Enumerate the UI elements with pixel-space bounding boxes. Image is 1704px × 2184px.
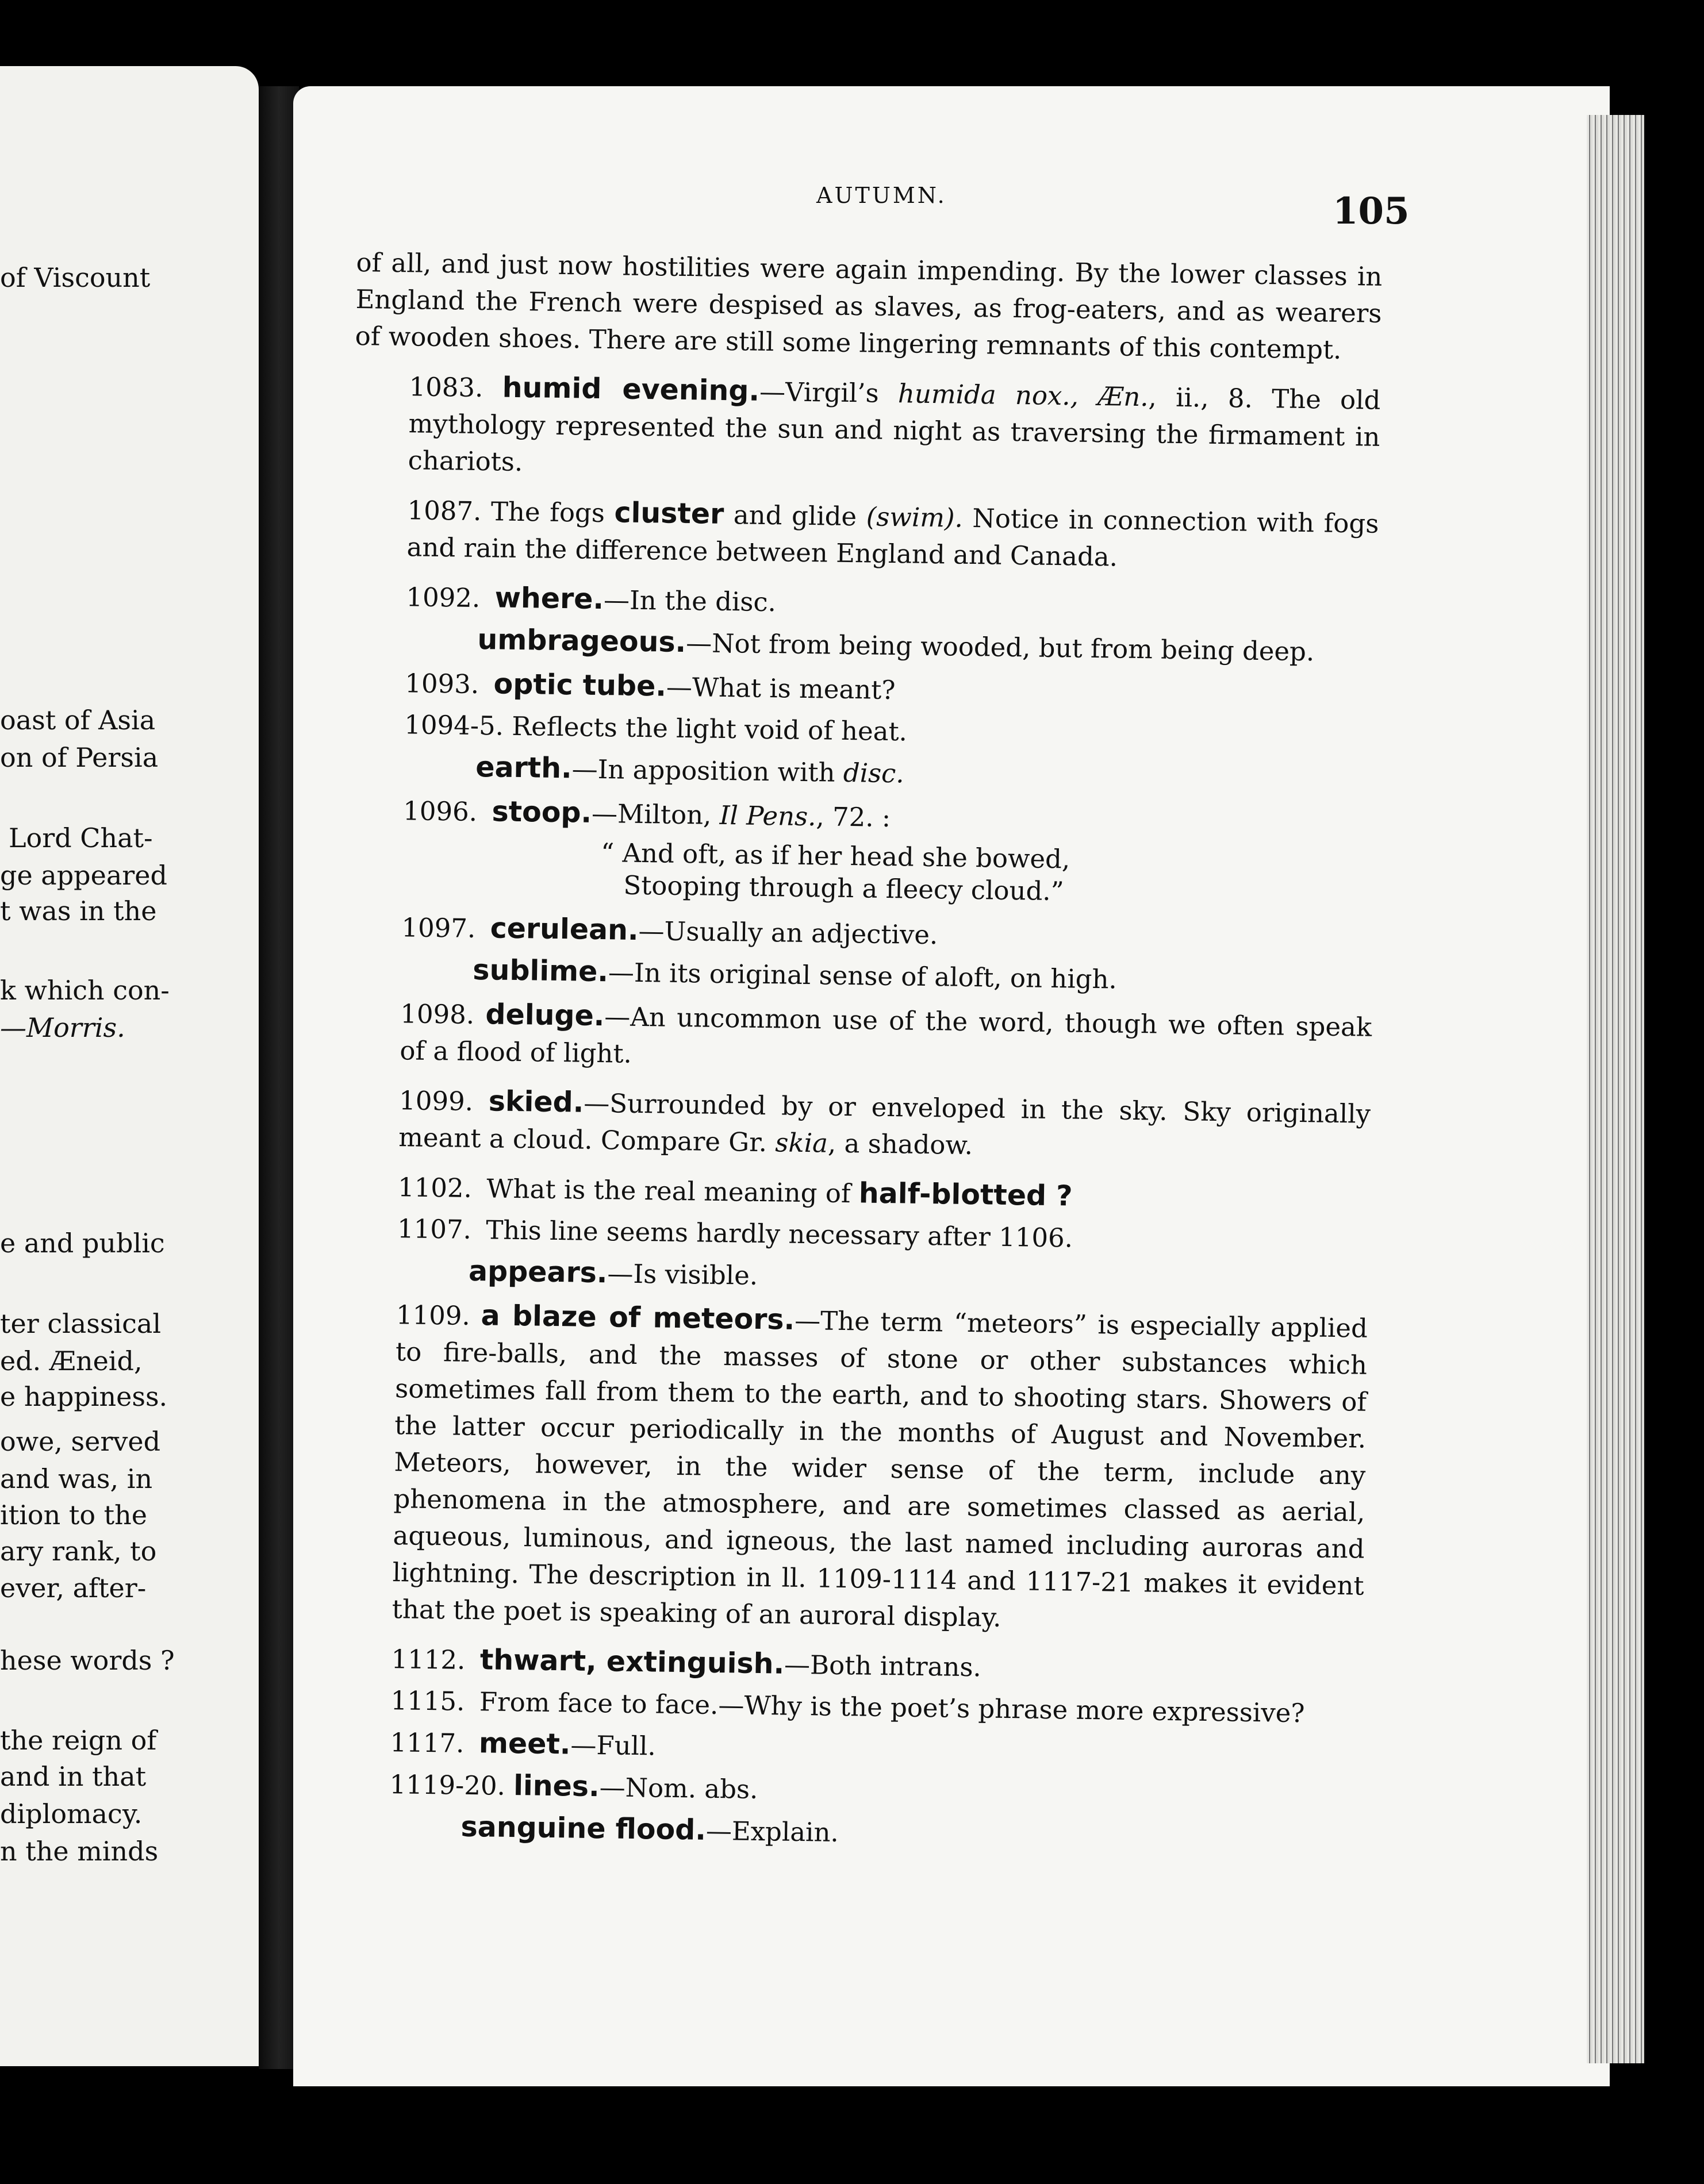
- left-line: t was in the: [0, 895, 157, 926]
- note-text: and glide: [723, 499, 867, 532]
- note-1094-sub: [349, 747, 1376, 799]
- note-1092-sub: [351, 620, 1377, 671]
- note-text: —The term “meteors” is especially applied to fire-balls, and the masses of stone or other substances which sometimes fall from them to the earth, and to shooting stars. Showers of the latter occur periodically in the months of August and November. Meteors, however, in the wider sense of the term, include any phenomena in the atmosphere, and are sometimes classed as aerial, aqueous, luminous, and igneous, the last named including auroras and lightning. The description in ll. 1109-1114 and 1117-21 makes it evident that the poet is speaking of an auroral display.: [392, 1305, 1368, 1633]
- citation: skia: [775, 1127, 828, 1159]
- note-1087: [352, 491, 1379, 579]
- keyword: sanguine flood.: [460, 1810, 707, 1847]
- left-line: n the minds: [0, 1836, 159, 1867]
- page-edges: [1587, 115, 1644, 2063]
- left-line: Lord Chat-: [9, 822, 153, 853]
- note-text: The fogs: [490, 496, 615, 529]
- note-text: —Both intrans.: [784, 1649, 982, 1683]
- line-number: 1119-20.: [389, 1769, 506, 1801]
- note-text: , 72. :: [816, 801, 891, 833]
- note-text: —What is meant?: [666, 671, 896, 706]
- keyword: stoop.: [492, 795, 592, 829]
- line-number: 1093.: [404, 668, 479, 700]
- note-text: —Nom. abs.: [599, 1772, 758, 1805]
- note-1097-sub: [346, 950, 1373, 1002]
- note-1098: [345, 994, 1372, 1083]
- note-text: , ii., 8. The old mythology represented the sun and night as traversing the firmament in chariots.: [408, 382, 1381, 478]
- line-number: 1098.: [400, 998, 475, 1030]
- keyword: skied.: [488, 1085, 584, 1119]
- note-text: —Is visible.: [607, 1258, 758, 1291]
- intro-paragraph: of all, and just now hostilities were again impending. By the lower classes in England the French were despised as slaves, as frog-eaters, and as wearers of wooden shoes. There are still some lingering remnants of this contempt.: [355, 247, 1383, 365]
- running-header: AUTUMN.: [816, 183, 947, 208]
- left-line: on of Persia: [0, 742, 159, 773]
- keyword: where.: [494, 581, 604, 616]
- page-number: 105: [1333, 190, 1410, 233]
- keyword: cluster: [614, 496, 724, 530]
- note-text: From face to face.—Why is the poet’s phrase more expressive?: [479, 1686, 1305, 1729]
- left-line: owe, served: [0, 1426, 161, 1457]
- note-text: What is the real meaning of: [486, 1173, 859, 1209]
- notes-body: [334, 244, 1383, 1866]
- citation: Il Pens.: [719, 799, 816, 832]
- keyword: umbrageous.: [477, 623, 686, 659]
- left-line: —Morris.: [0, 1012, 125, 1043]
- citation: (swim).: [866, 501, 964, 533]
- note-text: —Usually an adjective.: [638, 915, 938, 951]
- keyword: appears.: [468, 1254, 608, 1290]
- line-number: 1102.: [397, 1172, 473, 1203]
- keyword: sublime.: [472, 953, 609, 989]
- left-line: of Viscount: [0, 262, 151, 293]
- left-line: hese words ?: [0, 1645, 175, 1676]
- keyword: meet.: [478, 1727, 571, 1761]
- keyword: half-blotted ?: [858, 1176, 1073, 1213]
- note-text: —Surrounded by or enveloped in the sky. Sky originally meant a cloud. Compare Gr.: [398, 1087, 1371, 1158]
- line-number: 1107.: [397, 1213, 472, 1245]
- line-number: 1097.: [401, 912, 476, 944]
- keyword: optic tube.: [493, 667, 667, 703]
- left-line: ever, after-: [0, 1572, 147, 1604]
- note-text: —In the disc.: [603, 585, 777, 618]
- note-1107-sub: [342, 1251, 1369, 1303]
- left-line: oast of Asia: [0, 705, 156, 736]
- left-line: and was, in: [0, 1463, 153, 1494]
- left-line: e and public: [0, 1228, 165, 1259]
- line-number: 1099.: [398, 1085, 474, 1117]
- note-1109: [337, 1295, 1368, 1641]
- keyword: deluge.: [485, 998, 605, 1033]
- keyword: earth.: [475, 750, 573, 785]
- left-line: ed. Æneid,: [0, 1345, 143, 1376]
- quote-line: Stooping through a fleecy cloud.”: [623, 870, 1065, 907]
- left-line: the reign of: [0, 1725, 157, 1756]
- left-line: k which con-: [0, 975, 170, 1006]
- note-text: —Explain.: [705, 1815, 839, 1848]
- note-text: —An uncommon use of the word, though we often speak of a flood of light.: [400, 1001, 1372, 1069]
- note-text: , a shadow.: [827, 1128, 973, 1161]
- line-number: 1092.: [406, 582, 481, 614]
- left-line: ary rank, to: [0, 1536, 157, 1567]
- note-1083: [353, 367, 1381, 493]
- keyword: cerulean.: [490, 912, 639, 947]
- note-text: Notice in connection with fogs and rain the difference between England and Canada.: [406, 502, 1379, 572]
- keyword: humid evening.: [502, 371, 760, 407]
- quotation: [347, 833, 1374, 912]
- left-line: ter classical: [0, 1308, 162, 1339]
- note-1099: [344, 1081, 1371, 1170]
- line-number: 1109.: [396, 1299, 471, 1331]
- keyword: thwart, extinguish.: [479, 1643, 785, 1681]
- left-line: ition to the: [0, 1499, 147, 1531]
- line-number: 1087.: [407, 495, 482, 527]
- citation: humida nox., Æn.: [897, 378, 1149, 413]
- note-text: —In its original sense of aloft, on high.: [608, 957, 1118, 995]
- note-text: This line seems hardly necessary after 1106.: [486, 1214, 1073, 1254]
- line-number: 1117.: [390, 1727, 465, 1759]
- line-number: 1083.: [409, 371, 483, 403]
- left-line: diplomacy.: [0, 1798, 143, 1829]
- quote-line: “ And oft, as if her head she bowed,: [600, 837, 1070, 875]
- note-text: Reflects the light void of heat.: [511, 710, 908, 747]
- note-text: —Milton,: [591, 798, 720, 830]
- line-number: 1094-5.: [404, 709, 504, 741]
- citation: disc.: [843, 757, 905, 789]
- note-text: —Virgil’s: [759, 376, 899, 409]
- note-text: —Full.: [570, 1729, 657, 1762]
- line-number: 1112.: [391, 1644, 466, 1675]
- note-text: —In apposition with: [571, 753, 844, 788]
- line-number: 1115.: [390, 1685, 465, 1717]
- note-text: —Not from being wooded, but from being deep.: [685, 628, 1315, 667]
- left-line: ge appeared: [0, 860, 167, 891]
- keyword: lines.: [513, 1769, 600, 1804]
- note-1119-sub: [334, 1807, 1361, 1859]
- line-number: 1096.: [402, 795, 478, 828]
- left-line: e happiness.: [0, 1381, 168, 1412]
- left-line: and in that: [0, 1761, 147, 1792]
- keyword: a blaze of meteors.: [481, 1299, 795, 1336]
